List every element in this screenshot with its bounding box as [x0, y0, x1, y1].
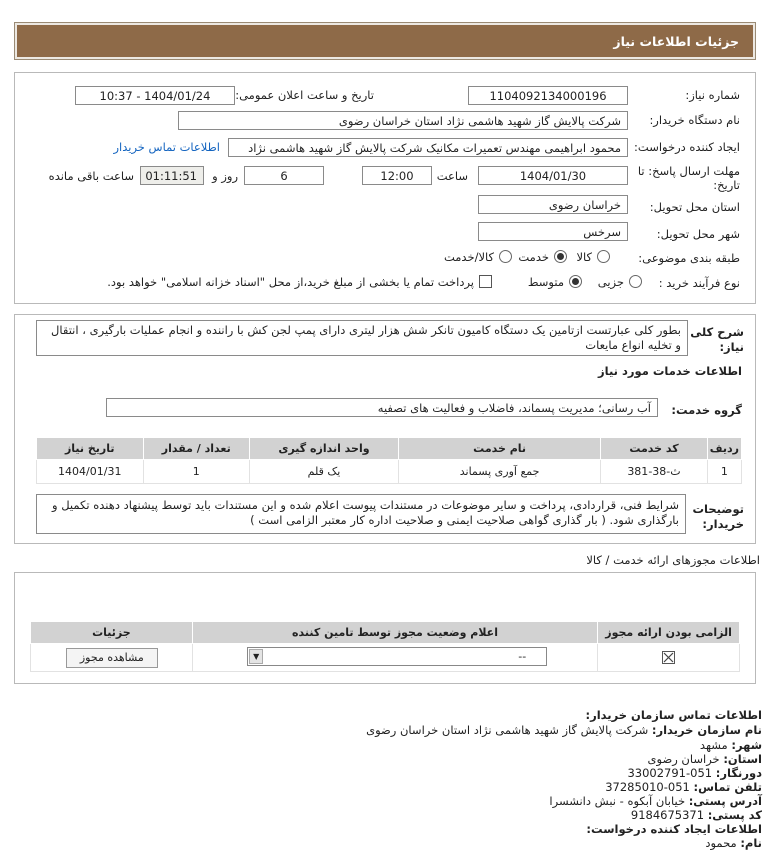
contact-fax: دورنگار: 051-33002791 [627, 766, 762, 780]
deadline-label: مهلت ارسال پاسخ: تا [637, 164, 740, 178]
table-row [37, 460, 742, 484]
permit-required-cell [598, 644, 740, 672]
cell-unit: یک قلم [249, 460, 398, 484]
deadline-date-label: تاریخ: [713, 178, 740, 192]
x-mark-icon [663, 652, 674, 663]
deadline-time-label: ساعت [436, 169, 468, 183]
buyer-label: نام دستگاه خریدار: [649, 113, 740, 127]
cell-service-name: جمع آوری پسماند [398, 460, 600, 484]
buyer-notes-label: توضیحات [692, 502, 744, 516]
contact-org: نام سازمان خریدار: شرکت پالایش گاز شهید هاشمی نژاد استان خراسان رضوی [366, 723, 762, 737]
contact-province: استان: خراسان رضوی [647, 752, 762, 766]
services-table-header [37, 438, 742, 460]
category-goods-label: کالا [576, 250, 592, 264]
process-minor-radio[interactable] [629, 275, 642, 288]
description-label: شرح کلی [690, 325, 744, 339]
permit-status-cell [192, 644, 597, 672]
category-label: طبقه بندی موضوعی: [638, 251, 740, 265]
buyer-notes-label-2: خریدار: [702, 517, 744, 531]
col-permit-details: جزئیات [31, 622, 193, 644]
category-goods-radio[interactable] [597, 250, 610, 263]
description-label-2: نیاز: [719, 340, 744, 354]
contact-phone: تلفن تماس: 051-37285010 [605, 780, 762, 794]
process-minor-label: جزیی [597, 275, 624, 289]
buyer-field: شرکت پالایش گاز شهید هاشمی نژاد استان خراسان رضوی [178, 111, 628, 130]
service-group-field: آب رسانی؛ مدیریت پسماند، فاضلاب و فعالیت های تصفیه [106, 398, 658, 417]
permit-status-value: -- [518, 650, 527, 663]
category-service-radio[interactable] [554, 250, 567, 263]
need-number-field: 1104092134000196 [468, 86, 628, 105]
cell-row: 1 [707, 460, 741, 484]
col-permit-status: اعلام وضعیت مجوز توسط تامین کننده [192, 622, 597, 644]
city-label: شهر محل تحویل: [656, 227, 740, 241]
creator-label: ایجاد کننده درخواست: [634, 140, 740, 154]
services-title: اطلاعات خدمات مورد نیاز [598, 364, 742, 378]
buyer-notes-text: شرایط فنی، قراردادی، پرداخت و سایر موضوعات در مستندات پیوست اعلام شده و این مستندات باید توسط پیشنهاد دهنده تکمیل و بارگذاری شود. ( بار گذاری گواهی صلاحیت ایمنی و صلاحیت اداره کار معتبر الزامی است ) [36, 494, 686, 534]
cell-quantity: 1 [143, 460, 249, 484]
time-remaining-label: ساعت باقی مانده [48, 169, 134, 183]
creator-info-title: اطلاعات ایجاد کننده درخواست: [586, 822, 762, 836]
page-header [14, 22, 756, 60]
time-remaining-field: 01:11:51 [140, 166, 204, 185]
cell-service-code: ث-38-381 [601, 460, 707, 484]
page-title: جزئیات اطلاعات نیاز [17, 25, 753, 57]
process-medium-radio[interactable] [569, 275, 582, 288]
deadline-date-field: 1404/01/30 [478, 166, 628, 185]
services-table [36, 437, 742, 484]
col-permit-required: الزامی بودن ارائه مجوز [598, 622, 740, 644]
table-row [31, 644, 740, 672]
days-label: روز و [212, 169, 238, 183]
days-remaining-field: 6 [244, 166, 324, 185]
chevron-down-icon[interactable]: ▼ [249, 649, 263, 664]
deadline-time-field: 12:00 [362, 166, 432, 185]
contact-postal: کد پستی: 9184675371 [630, 808, 762, 822]
announce-datetime-field: 1404/01/24 - 10:37 [75, 86, 235, 105]
category-service-label: خدمت [518, 250, 549, 264]
permit-details-cell [31, 644, 193, 672]
permit-status-select[interactable] [247, 647, 547, 666]
need-number-label: شماره نیاز: [685, 88, 740, 102]
description-text: بطور کلی عبارتست ازتامین یک دستگاه کامیون تانکر شش هزار لیتری دارای پمپ لجن کش با راننده و انجام عملیات بارگیری ، انتقال و تخلیه انواع مایعات [36, 320, 688, 356]
creator-field: محمود ابراهیمی مهندس تعمیرات مکانیک شرکت پالایش گاز شهید هاشمی نژاد [228, 138, 628, 157]
process-label: نوع فرآیند خرید : [658, 276, 740, 290]
col-service-code: کد خدمت [601, 438, 707, 460]
city-field: سرخس [478, 222, 628, 241]
buyer-contact-link[interactable]: اطلاعات تماس خریدار [113, 140, 220, 154]
category-goods-service-label: کالا/خدمت [443, 250, 494, 264]
contact-address: آدرس پستی: خیابان آبکوه - نبش دانشسرا [549, 794, 762, 808]
cell-need-date: 1404/01/31 [37, 460, 144, 484]
col-unit: واحد اندازه گیری [249, 438, 398, 460]
service-group-label: گروه خدمت: [671, 403, 742, 417]
col-row: ردیف [707, 438, 741, 460]
process-medium-label: متوسط [527, 275, 564, 289]
permits-table-header [31, 622, 740, 644]
province-field: خراسان رضوی [478, 195, 628, 214]
permits-table [30, 621, 740, 672]
treasury-payment-checkbox[interactable] [479, 275, 492, 288]
contact-city: شهر: مشهد [699, 738, 762, 752]
announce-label: تاریخ و ساعت اعلان عمومی: [235, 88, 374, 102]
col-quantity: تعداد / مقدار [143, 438, 249, 460]
permits-section-title: اطلاعات مجوزهای ارائه خدمت / کالا [586, 553, 760, 567]
view-permit-button[interactable]: مشاهده مجوز [66, 648, 158, 668]
col-need-date: تاریخ نیاز [37, 438, 144, 460]
category-goods-service-radio[interactable] [499, 250, 512, 263]
treasury-payment-note: پرداخت تمام یا بخشی از مبلغ خرید،از محل "اسناد خزانه اسلامی" خواهد بود. [107, 275, 474, 289]
permit-required-checkbox[interactable] [662, 651, 675, 664]
creator-name: نام: محمود [705, 836, 762, 850]
need-info-panel [14, 72, 756, 304]
province-label: استان محل تحویل: [649, 200, 740, 214]
contact-title: اطلاعات تماس سازمان خریدار: [585, 708, 762, 722]
col-service-name: نام خدمت [398, 438, 600, 460]
